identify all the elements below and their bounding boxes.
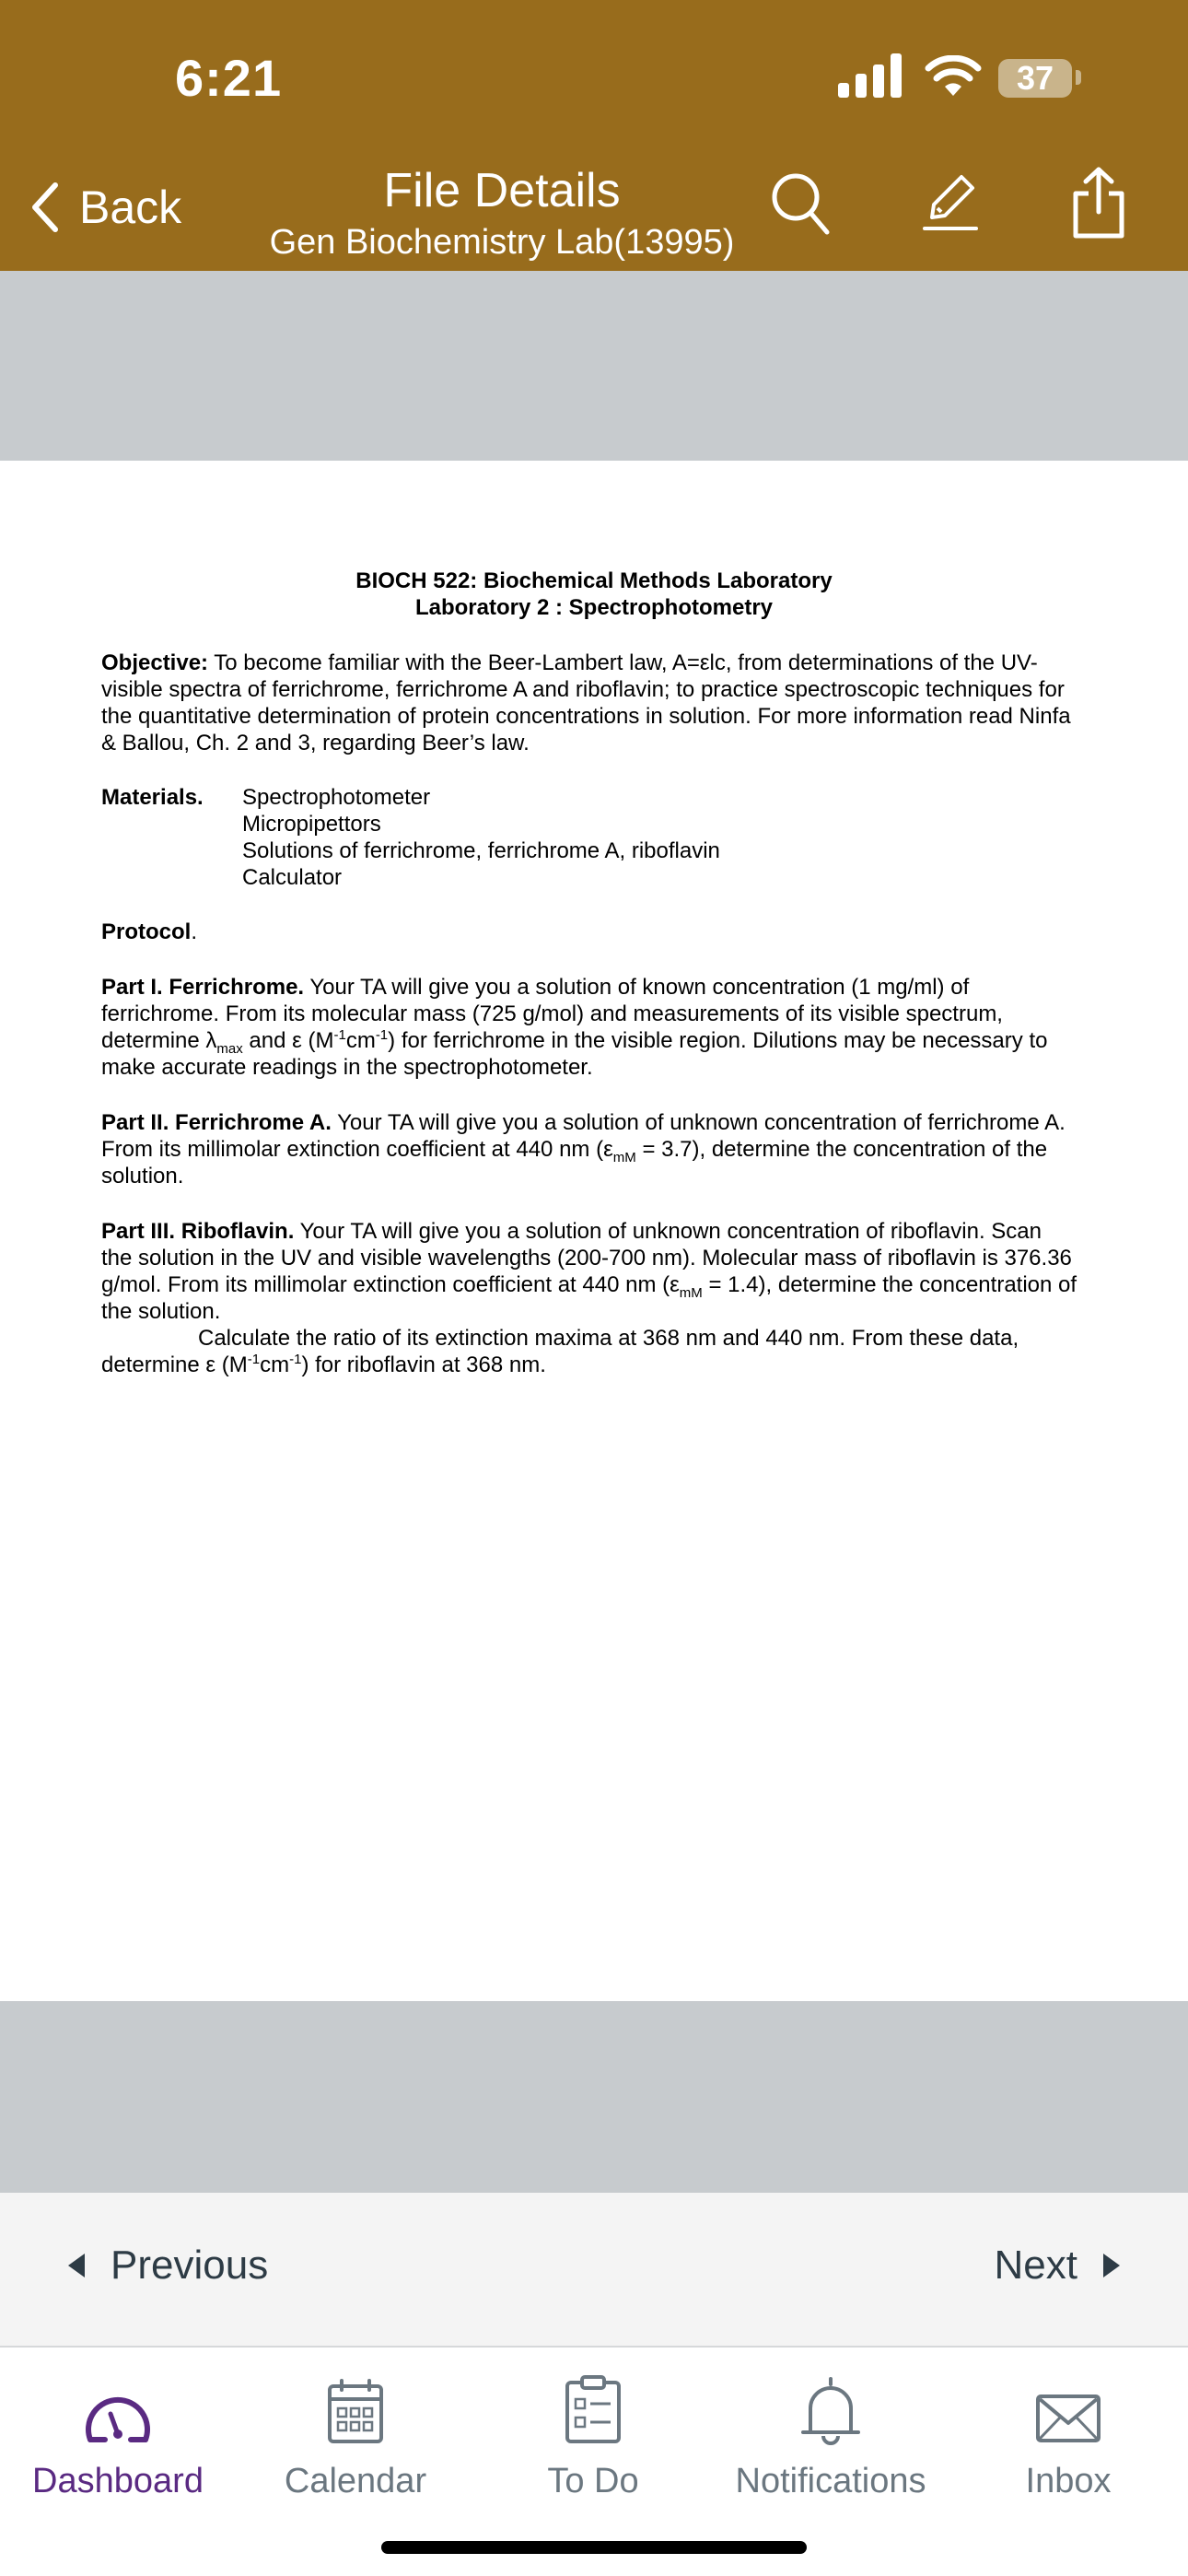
home-indicator[interactable] xyxy=(381,2541,807,2554)
part2-text-b: = 3.7), determine the concentration of the solution. xyxy=(101,1137,1048,1188)
heading-line-2: Laboratory 2 : Spectrophotometry xyxy=(414,595,774,620)
objective-label: Objective: xyxy=(101,650,209,675)
battery-nub xyxy=(1076,70,1081,85)
battery-indicator: 37 xyxy=(998,59,1072,98)
cellular-signal-icon xyxy=(838,53,904,98)
search-button[interactable] xyxy=(770,171,831,236)
part2-text-a: Your TA will give you a solution of unknown concentration of ferrichrome A. From its millimolar extinction coefficient at 440 nm (ε xyxy=(101,1110,1066,1162)
document-page[interactable] xyxy=(0,461,1188,2001)
annotate-button[interactable] xyxy=(923,171,978,232)
part3-sup-a: -1 xyxy=(247,1352,261,1367)
tab-inbox[interactable] xyxy=(958,2362,1179,2501)
part3-label: Part III. Riboflavin. xyxy=(101,1219,295,1244)
list-item: Solutions of ferrichrome, ferrichrome A, riboflavin xyxy=(242,838,720,863)
part1-paragraph xyxy=(101,974,1077,1081)
part2-paragraph xyxy=(101,1109,1077,1189)
previous-button[interactable] xyxy=(66,2242,268,2289)
heading-line-1: BIOCH 522: Biochemical Methods Laboratory xyxy=(355,568,833,593)
protocol-label: Protocol xyxy=(101,919,192,944)
list-item: Spectrophotometer xyxy=(242,785,431,810)
protocol-heading xyxy=(101,919,1077,945)
viewer-bottom-margin xyxy=(0,2001,1188,2193)
objective-text: To become familiar with the Beer-Lambert law, A=εlc, from determinations of the UV-visible spectra of ferrichrome, ferrichrome A and riboflavin; to practice spectroscopic techniques for the quantitative determination of protein concentrations in solution. For more information read Ninfa & Ballou, Ch. 2 and 3, regarding Beer’s law. xyxy=(101,650,1071,755)
part3-text-a: Your TA will give you a solution of unknown concentration of riboflavin. Scan the solution in the UV and visible wavelengths (200-700 nm). Molecular mass of riboflavin is 376.36 g/mol. From its millimolar extinction coefficient at 440 nm (ε xyxy=(101,1219,1072,1297)
part2-sub: mM xyxy=(612,1149,636,1165)
part3-sup-b: -1 xyxy=(289,1352,302,1367)
part1-label: Part I. Ferrichrome. xyxy=(101,975,305,1000)
part1-sup-a: -1 xyxy=(333,1027,346,1043)
part1-sub-max: max xyxy=(216,1040,243,1057)
tab-label: Calendar xyxy=(284,2462,427,2500)
tab-label: Dashboard xyxy=(32,2462,204,2500)
tab-dashboard[interactable] xyxy=(7,2362,228,2501)
tab-notifications[interactable] xyxy=(720,2362,941,2501)
search-icon xyxy=(770,171,831,236)
objective-paragraph xyxy=(101,650,1077,756)
next-button[interactable] xyxy=(995,2242,1122,2289)
app-header xyxy=(0,0,1188,271)
calendar-icon xyxy=(327,2379,384,2445)
part1-sup-b: -1 xyxy=(375,1027,389,1043)
status-time: 6:21 xyxy=(175,49,283,107)
document-heading xyxy=(0,568,1188,621)
part3-second-paragraph xyxy=(101,1325,1077,1378)
todo-icon xyxy=(565,2375,622,2445)
part3-text-b: = 1.4), determine the concentration of the solution. xyxy=(101,1272,1077,1324)
part2-label: Part II. Ferrichrome A. xyxy=(101,1110,332,1135)
pager-bar xyxy=(0,2193,1188,2348)
page-subtitle: Gen Biochemistry Lab(13995) xyxy=(269,223,735,262)
materials-list xyxy=(242,784,720,891)
tab-label: Notifications xyxy=(735,2462,926,2500)
part3-paragraph xyxy=(101,1218,1077,1378)
part3-para2-a: Calculate the ratio of its extinction maxima at 368 nm and 440 nm. From these data, determine ε (M xyxy=(101,1326,1019,1377)
tab-label: To Do xyxy=(547,2462,639,2500)
part1-text-b: and ε (M xyxy=(242,1028,334,1053)
dashboard-icon xyxy=(83,2390,153,2445)
tab-todo[interactable] xyxy=(483,2362,704,2501)
part1-text-a: Your TA will give you a solution of known concentration (1 mg/ml) of ferrichrome. From its molecular mass (725 g/mol) and measurements of its visible spectrum, determine λ xyxy=(101,975,1003,1053)
previous-label: Previous xyxy=(111,2242,269,2288)
part3-sub: mM xyxy=(679,1284,703,1301)
bell-icon xyxy=(799,2375,862,2445)
materials-label-text: Materials. xyxy=(101,785,204,810)
tab-calendar[interactable] xyxy=(245,2362,466,2501)
list-item: Calculator xyxy=(242,865,343,890)
part3-para2-b: cm xyxy=(260,1352,290,1377)
part3-para2-c: ) for riboflavin at 368 nm. xyxy=(301,1352,546,1377)
chevron-left-icon xyxy=(31,181,59,233)
tab-label: Inbox xyxy=(1025,2462,1112,2500)
list-item: Micropipettors xyxy=(242,812,381,837)
envelope-icon xyxy=(1035,2394,1101,2445)
page-title-block xyxy=(258,162,746,263)
viewer-top-margin xyxy=(0,271,1188,461)
share-button[interactable] xyxy=(1070,166,1127,240)
caret-left-icon xyxy=(66,2252,87,2279)
next-label: Next xyxy=(994,2242,1077,2288)
highlighter-icon xyxy=(923,171,978,232)
page-title: File Details xyxy=(383,164,621,217)
share-icon xyxy=(1070,166,1127,240)
part1-text-c: cm xyxy=(345,1028,376,1053)
materials-label xyxy=(101,784,230,811)
wifi-icon xyxy=(925,55,982,98)
back-button[interactable] xyxy=(31,175,181,240)
caret-right-icon xyxy=(1101,2252,1122,2279)
protocol-dot: . xyxy=(191,919,198,944)
back-label: Back xyxy=(79,181,182,233)
part1-text-d: ) for ferrichrome in the visible region. Dilutions may be necessary to make accurate readings in the spectrophotometer. xyxy=(101,1028,1048,1080)
